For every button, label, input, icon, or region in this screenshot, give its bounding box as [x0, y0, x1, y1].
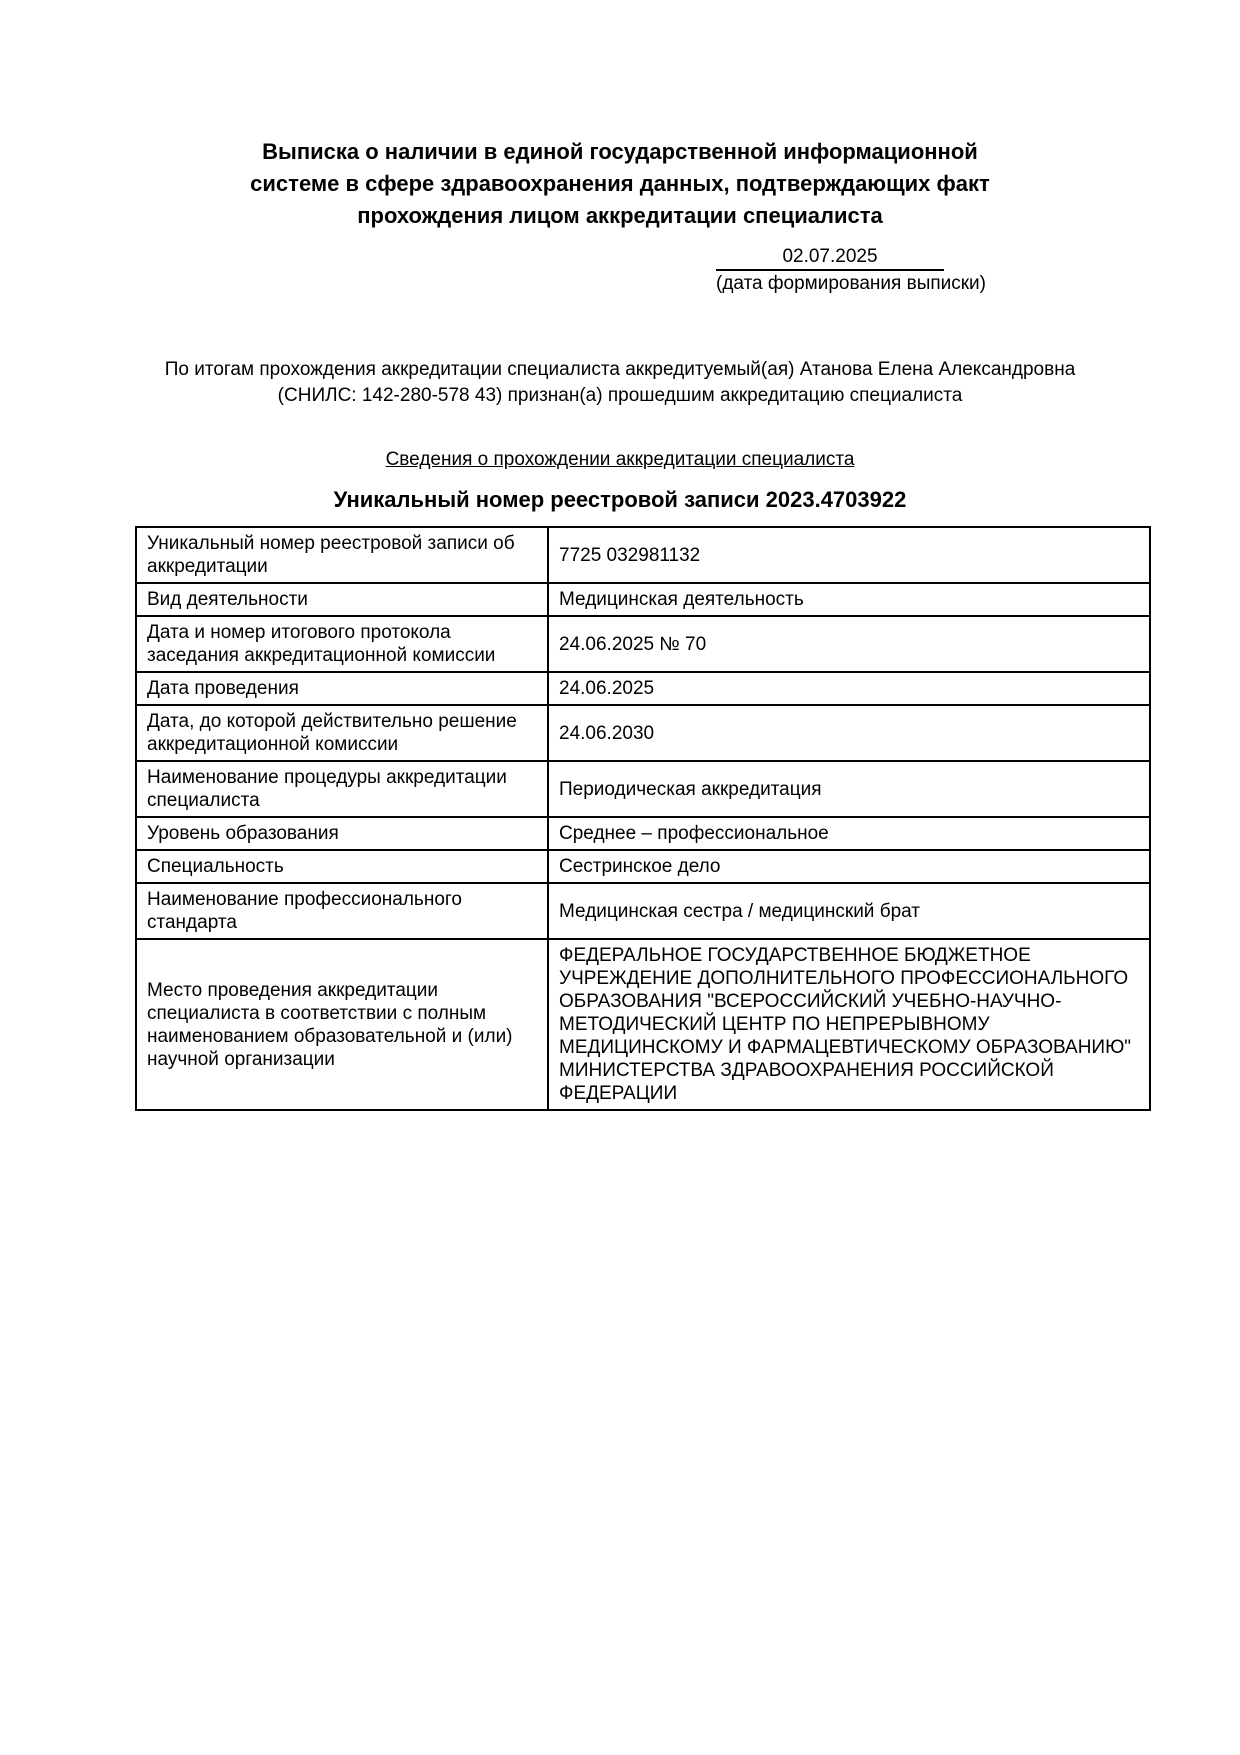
- table-row: [136, 705, 1150, 761]
- row-value: ФЕДЕРАЛЬНОЕ ГОСУДАРСТВЕННОЕ БЮДЖЕТНОЕ УЧРЕЖДЕНИЕ ДОПОЛНИТЕЛЬНОГО ПРОФЕССИОНАЛЬНОГО ОБРАЗОВАНИЯ "ВСЕРОССИЙСКИЙ УЧЕБНО-НАУЧНО-МЕТОДИЧЕСКИЙ ЦЕНТР ПО НЕПРЕРЫВНОМУ МЕДИЦИНСКОМУ И ФАРМАЦЕВТИЧЕСКОМУ ОБРАЗОВАНИЮ" МИНИСТЕРСТВА ЗДРАВООХРАНЕНИЯ РОССИЙСКОЙ ФЕДЕРАЦИИ: [548, 939, 1150, 1110]
- row-label: Уникальный номер реестровой записи об аккредитации: [136, 527, 548, 583]
- row-value: 24.06.2030: [548, 705, 1150, 761]
- row-label: Наименование процедуры аккредитации специалиста: [136, 761, 548, 817]
- document-title: [135, 136, 1105, 232]
- row-label: Дата и номер итогового протокола заседания аккредитационной комиссии: [136, 616, 548, 672]
- issue-date-caption: (дата формирования выписки): [716, 273, 986, 294]
- accreditation-section-heading: Сведения о прохождении аккредитации специалиста: [385, 449, 855, 470]
- document-title-line-1: Выписка о наличии в единой государственной информационной: [262, 139, 978, 164]
- row-label: Дата проведения: [136, 672, 548, 705]
- row-value: Сестринское дело: [548, 850, 1150, 883]
- document-content: [135, 0, 1132, 1111]
- table-row: [136, 527, 1150, 583]
- table-row: [136, 672, 1150, 705]
- row-label: Уровень образования: [136, 817, 548, 850]
- table-row: [136, 850, 1150, 883]
- row-label: Дата, до которой действительно решение аккредитационной комиссии: [136, 705, 548, 761]
- row-value: 7725 032981132: [548, 527, 1150, 583]
- table-row: [136, 939, 1150, 1110]
- row-value: 24.06.2025: [548, 672, 1150, 705]
- registry-number-heading: Уникальный номер реестровой записи 2023.4703922: [333, 487, 907, 512]
- row-label: Вид деятельности: [136, 583, 548, 616]
- intro-paragraph: По итогам прохождения аккредитации специалиста аккредитуемый(ая) Атанова Елена Александровна (СНИЛС: 142-280-578 43) признан(а) прошедшим аккредитацию специалиста: [164, 359, 1076, 406]
- row-label: Специальность: [136, 850, 548, 883]
- row-value: Медицинская сестра / медицинский брат: [548, 883, 1150, 939]
- row-value: 24.06.2025 № 70: [548, 616, 1150, 672]
- document-title-line-3: прохождения лицом аккредитации специалиста: [357, 203, 883, 228]
- table-row: [136, 761, 1150, 817]
- row-value: Периодическая аккредитация: [548, 761, 1150, 817]
- document-title-line-2: системе в сфере здравоохранения данных, подтверждающих факт: [250, 171, 990, 196]
- table-row: [136, 883, 1150, 939]
- table-row: [136, 616, 1150, 672]
- accreditation-table: [135, 526, 1151, 1111]
- row-value: Медицинская деятельность: [548, 583, 1150, 616]
- row-value: Среднее – профессиональное: [548, 817, 1150, 850]
- row-label: Наименование профессионального стандарта: [136, 883, 548, 939]
- issue-date-block: [716, 246, 986, 295]
- issue-date: 02.07.2025: [716, 246, 944, 271]
- row-label: Место проведения аккредитации специалиста в соответствии с полным наименованием образовательной и (или) научной организации: [136, 939, 548, 1110]
- table-row: [136, 817, 1150, 850]
- table-row: [136, 583, 1150, 616]
